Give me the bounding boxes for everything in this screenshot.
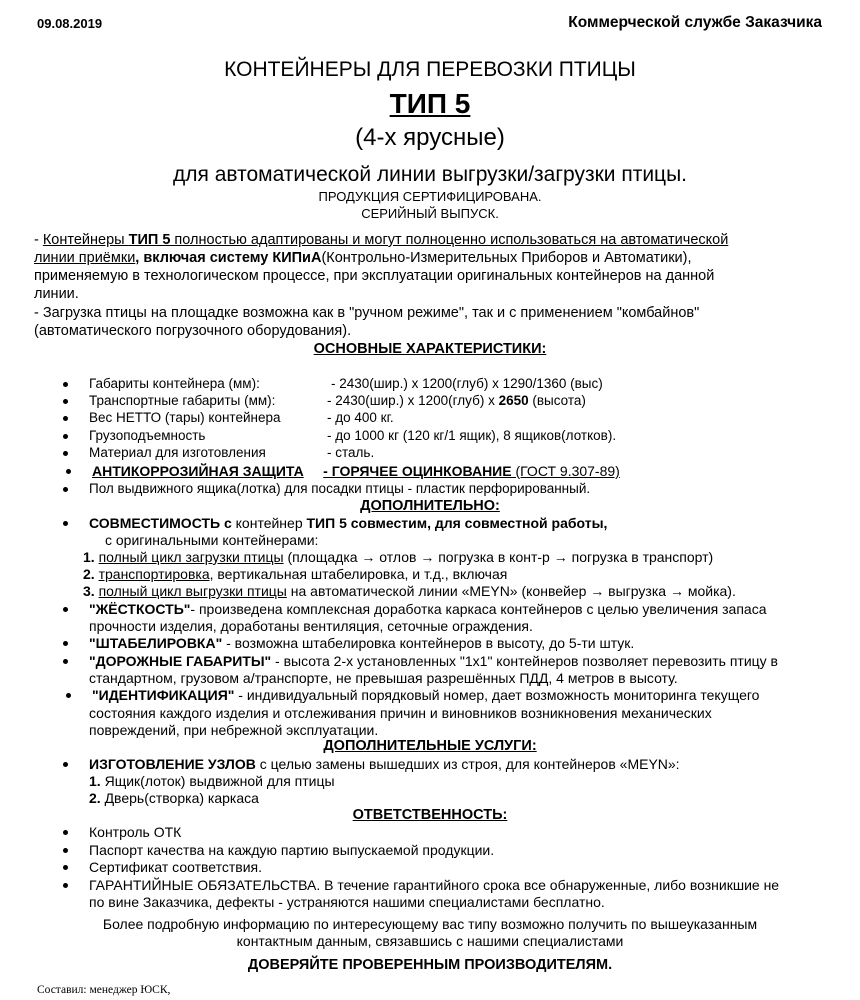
spec-value-2: - 2430(шир.) х 1200(глуб) х 2650 (высота)	[327, 393, 586, 408]
service-item-2: 2. Дверь(створка) каркаса	[89, 790, 259, 806]
ident-cont-1: состояния каждого изделия и отслеживания причин и виновников возникновения механических	[89, 705, 712, 721]
spec-value-3: - до 400 кг.	[327, 410, 394, 425]
intro-line-5: - Загрузка птицы на площадке возможна как в "ручном режиме", так и с применением "комбайнов"	[34, 305, 700, 321]
intro-line-1: - Контейнеры ТИП 5 полностью адаптированы и могут полноценно использоваться на автоматической	[34, 232, 729, 248]
intro-line-4: линии.	[34, 286, 79, 302]
recipient: Коммерческой службе Заказчика	[568, 14, 822, 31]
doc-title: КОНТЕЙНЕРЫ ДЛЯ ПЕРЕВОЗКИ ПТИЦЫ	[224, 58, 636, 81]
slogan: ДОВЕРЯЙТЕ ПРОВЕРЕННЫМ ПРОИЗВОДИТЕЛЯМ.	[247, 957, 613, 973]
compat-item-3: 3. полный цикл выгрузки птицы на автоматической линии «MEYN» (конвейер → выгрузка → мойка).	[83, 583, 736, 599]
compat-original: с оригинальными контейнерами:	[105, 532, 319, 548]
compatibility: СОВМЕСТИМОСТЬ с контейнер ТИП 5 совместим, для совместной работы,	[89, 515, 608, 531]
rigidity-cont: прочности изделия, доработаны вентиляция, сеточные ограждения.	[89, 618, 533, 634]
main-heading: ОСНОВНЫЕ ХАРАКТЕРИСТИКИ:	[313, 341, 547, 357]
services-heading: ДОПОЛНИТЕЛЬНЫЕ УСЛУГИ:	[323, 738, 537, 754]
spec-label-5: Материал для изготовления	[89, 445, 266, 460]
serial: СЕРИЙНЫЙ ВЫПУСК.	[361, 206, 499, 221]
info-line-2: контактным данным, связавшись с нашими специалистами	[236, 933, 624, 949]
rigidity: "ЖЁСТКОСТЬ"- произведена комплексная доработка каркаса контейнеров с целью увеличения запаса	[89, 601, 767, 617]
doc-type	[0, 88, 860, 120]
guarantee: ГАРАНТИЙНЫЕ ОБЯЗАТЕЛЬСТВА. В течение гарантийного срока все обнаруженные, либо возникшие не	[89, 877, 780, 893]
parts-manufacturing: ИЗГОТОВЛЕНИЕ УЗЛОВ с целью замены вышедших из строя, для контейнеров «MEYN»:	[89, 756, 680, 772]
intro-line-2: линии приёмки, включая систему КИПиА(Контрольно-Измерительных Приборов и Автоматики),	[34, 250, 692, 266]
stacking: "ШТАБЕЛИРОВКА" - возможна штабелировка контейнеров в высоту, до 5-ти штук.	[89, 635, 635, 651]
resp-item-2: Паспорт качества на каждую партию выпускаемой продукции.	[89, 842, 495, 858]
identification: "ИДЕНТИФИКАЦИЯ" - индивидуальный порядковый номер, дает возможность мониторинга текущего	[92, 687, 760, 703]
spec-label-4: Грузоподъемность	[89, 428, 206, 443]
author: Составил: менеджер ЮСК,	[37, 984, 171, 996]
floor-material: Пол выдвижного ящика(лотка) для посадки птицы - пластик перфорированный.	[89, 481, 591, 496]
spec-label-1: Габариты контейнера (мм):	[89, 376, 260, 391]
extra-heading: ДОПОЛНИТЕЛЬНО:	[360, 498, 500, 514]
service-item-1: 1. Ящик(лоток) выдвижной для птицы	[89, 773, 335, 789]
doc-tiers: (4-х ярусные)	[355, 124, 505, 151]
info-line-1: Более подробную информацию по интересующему вас типу возможно получить по вышеуказанным	[102, 916, 758, 932]
road-dimensions: "ДОРОЖНЫЕ ГАБАРИТЫ" - высота 2-х установленных "1х1" контейнеров позволяет перевозить птицу в	[89, 653, 778, 669]
intro-line-3: применяемую в технологическом процессе, при эксплуатации оригинальных контейнеров на данной	[34, 268, 715, 284]
spec-value-4: - до 1000 кг (120 кг/1 ящик), 8 ящиков(лотков).	[327, 428, 617, 443]
type-label: ТИП 5	[389, 88, 471, 119]
resp-item-3: Сертификат соответствия.	[89, 859, 262, 875]
certified: ПРОДУКЦИЯ СЕРТИФИЦИРОВАНА.	[318, 189, 542, 204]
intro-line-6: (автоматического погрузочного оборудования).	[34, 323, 352, 339]
spec-label-2: Транспортные габариты (мм):	[89, 393, 276, 408]
anticorrosion: АНТИКОРРОЗИЙНАЯ ЗАЩИТА - ГОРЯЧЕЕ ОЦИНКОВАНИЕ (ГОСТ 9.307-89)	[92, 463, 620, 479]
compat-item-2: 2. транспортировка, вертикальная штабелировка, и т.д., включая	[83, 566, 508, 582]
spec-value-1: - 2430(шир.) х 1200(глуб) х 1290/1360 (выс)	[331, 376, 603, 391]
spec-value-5: - сталь.	[327, 445, 375, 460]
guarantee-cont: по вине Заказчика, дефекты - устраняются нашими специалистами бесплатно.	[89, 894, 605, 910]
resp-item-1: Контроль ОТК	[89, 824, 182, 840]
ident-cont-2: повреждений, при небрежной эксплуатации.	[89, 722, 379, 738]
compat-item-1: 1. полный цикл загрузки птицы (площадка → отлов → погрузка в конт-р → погрузка в транспорт)	[83, 549, 714, 565]
spec-label-3: Вес НЕТТО (тары) контейнера	[89, 410, 281, 425]
resp-heading: ОТВЕТСТВЕННОСТЬ:	[352, 807, 508, 823]
doc-purpose: для автоматической линии выгрузки/загрузки птицы.	[172, 163, 688, 186]
road-cont: стандартном, грузовом а/транспорте, не превышая разрешённых ПДД, 4 метров в высоту.	[89, 670, 678, 686]
document-date: 09.08.2019	[37, 16, 103, 31]
